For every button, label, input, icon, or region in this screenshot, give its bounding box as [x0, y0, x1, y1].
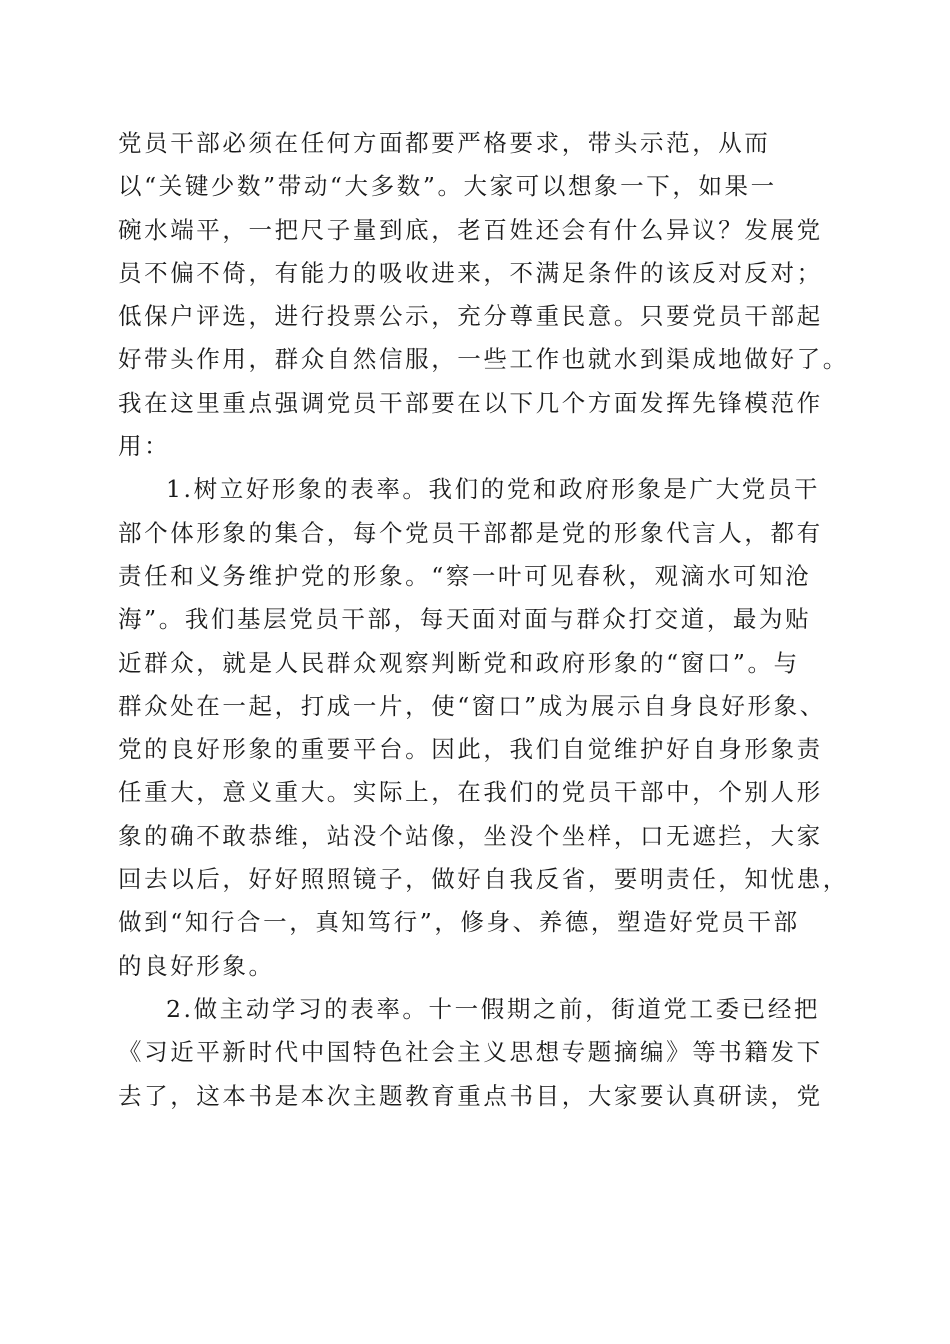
text-line: 员不偏不倚，有能力的吸收进来，不满足条件的该反对反对； [118, 258, 823, 287]
text-line: 的良好形象。 [118, 951, 275, 980]
text-line: 《习近平新时代中国特色社会主义思想专题摘编》等书籍发下 [118, 1038, 823, 1067]
text-line: 部个体形象的集合，每个党员干部都是党的形象代言人，都有 [118, 518, 823, 547]
text-line: 低保户评选，进行投票公示，充分尊重民意。只要党员干部起 [118, 302, 823, 331]
text-line: 党的良好形象的重要平台。因此，我们自觉维护好自身形象责 [118, 735, 823, 764]
text-line: 我在这里重点强调党员干部要在以下几个方面发挥先锋模范作 [118, 388, 823, 417]
text-line: 党员干部必须在任何方面都要严格要求，带头示范，从而 [118, 129, 771, 157]
text-line: 象的确不敢恭维，站没个站像，坐没个坐样，口无遮拦，大家 [118, 821, 823, 850]
text-line: 去了，这本书是本次主题教育重点书目，大家要认真研读，党 [118, 1081, 823, 1110]
text-line: 群众处在一起，打成一片，使“窗口”成为展示自身良好形象、 [118, 691, 826, 720]
text-line: 以“关键少数”带动“大多数”。大家可以想象一下，如果一 [118, 172, 777, 201]
text-line: 责任和义务维护党的形象。“察一叶可见春秋，观滴水可知沧 [118, 561, 812, 590]
text-line: 用： [118, 432, 171, 461]
text-line: 回去以后，好好照照镜子，做好自我反省，要明责任，知忧患， [118, 865, 849, 894]
text-line: 近群众，就是人民群众观察判断党和政府形象的“窗口”。与 [118, 648, 800, 677]
text-line: 做到“知行合一，真知笃行”，修身、养德，塑造好党员干部 [118, 908, 800, 937]
text-line: 海”。我们基层党员干部，每天面对面与群众打交道，最为贴 [118, 605, 812, 634]
text-line: 碗水端平，一把尺子量到底，老百姓还会有什么异议？发展党 [118, 215, 823, 244]
paragraph-1-heading-line: 1.树立好形象的表率。我们的党和政府形象是广大党员干 [166, 475, 821, 504]
paragraph-2-heading-line: 2.做主动学习的表率。十一假期之前，街道党工委已经把 [166, 994, 821, 1023]
body-text [118, 122, 849, 1118]
text-line: 好带头作用，群众自然信服，一些工作也就水到渠成地做好了。 [118, 345, 849, 374]
text-line: 任重大，意义重大。实际上，在我们的党员干部中，个别人形 [118, 778, 823, 807]
